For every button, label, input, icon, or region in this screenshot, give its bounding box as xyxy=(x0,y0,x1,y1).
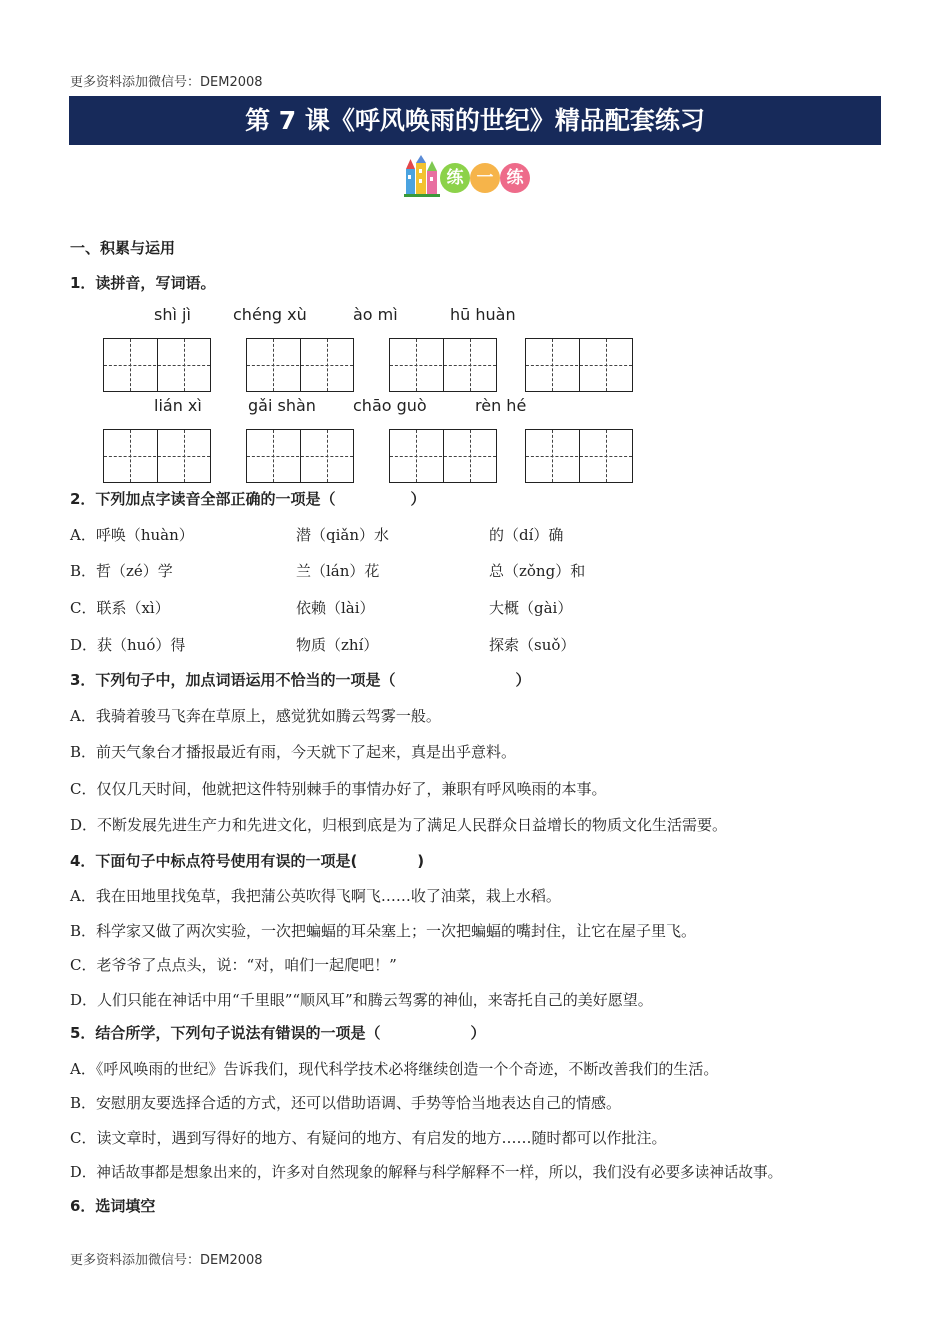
q3-option-a: A．我骑着骏马飞奔在草原上，感觉犹如腾云驾雾一般。 xyxy=(70,707,441,725)
q5-option-a: A．《呼风唤雨的世纪》告诉我们，现代科学技术必将继续创造一个个奇迹，不断改善我们的生活。 xyxy=(70,1060,719,1078)
writing-box[interactable] xyxy=(525,338,633,392)
pinyin-1: shì jì xyxy=(154,305,191,324)
q3-option-b: B．前天气象台才播报最近有雨，今天就下了起来，真是出乎意料。 xyxy=(70,743,517,761)
pinyin-7: chāo guò xyxy=(353,396,427,415)
header-note: 更多资料添加微信号：DEM2008 xyxy=(70,75,263,90)
q2-option: 总（zǒng）和 xyxy=(489,562,586,580)
q5-option-d: D．神话故事都是想象出来的，许多对自然现象的解释与科学解释不一样，所以，我们没有必要多读神话故事。 xyxy=(70,1164,783,1181)
q2-option: 物质（zhí） xyxy=(296,636,379,654)
pinyin-4: hū huàn xyxy=(450,305,516,324)
question-2-label: 2．下列加点字读音全部正确的一项是（ ） xyxy=(70,490,426,508)
pinyin-6: gǎi shàn xyxy=(248,396,316,415)
q4-option-b: B．科学家又做了两次实验，一次把蝙蝠的耳朵塞上；一次把蝙蝠的嘴封住，让它在屋子里飞。 xyxy=(70,922,697,940)
q2-option: 兰（lán）花 xyxy=(296,562,380,580)
writing-box[interactable] xyxy=(103,429,211,483)
q2-option: 探索（suǒ） xyxy=(489,636,576,654)
q3-option-c: C．仅仅几天时间，他就把这件特别棘手的事情办好了，兼职有呼风唤雨的本事。 xyxy=(70,780,607,798)
school-building-icon xyxy=(404,155,444,197)
q4-option-d: D．人们只能在神话中用“千里眼”“顺风耳”和腾云驾雾的神仙，来寄托自己的美好愿望。 xyxy=(70,991,653,1009)
footer-note: 更多资料添加微信号：DEM2008 xyxy=(70,1253,263,1268)
question-1-label: 1．读拼音，写词语。 xyxy=(70,274,216,292)
question-6-label: 6．选词填空 xyxy=(70,1197,156,1215)
q3-option-d: D．不断发展先进生产力和先进文化，归根到底是为了满足人民群众日益增长的物质文化生活需要。 xyxy=(70,816,728,834)
q2-option: 依赖（lài） xyxy=(296,599,375,617)
question-4-label: 4．下面句子中标点符号使用有误的一项是( ) xyxy=(70,852,425,870)
writing-box[interactable] xyxy=(525,429,633,483)
pinyin-5: lián xì xyxy=(154,396,202,415)
q2-option: 潜（qiǎn）水 xyxy=(296,526,390,544)
question-5-label: 5．结合所学，下列句子说法有错误的一项是（ ） xyxy=(70,1024,486,1042)
q2-option: A．呼唤（huàn） xyxy=(70,526,194,544)
q2-option: C．联系（xì） xyxy=(70,599,170,617)
q2-option: 的（dí）确 xyxy=(489,526,564,544)
q4-option-c: C．老爷爷了点点头，说：“对，咱们一起爬吧！” xyxy=(70,956,397,974)
q5-option-b: B．安慰朋友要选择合适的方式，还可以借助语调、手势等恰当地表达自己的情感。 xyxy=(70,1094,622,1112)
pinyin-8: rèn hé xyxy=(475,396,527,415)
writing-box[interactable] xyxy=(389,429,497,483)
q2-option: D．获（huó）得 xyxy=(70,636,186,654)
badge-char-1: 练 xyxy=(440,163,470,193)
pinyin-2: chéng xù xyxy=(233,305,307,324)
question-3-label: 3．下列句子中，加点词语运用不恰当的一项是（ ） xyxy=(70,671,531,689)
q5-option-c: C．读文章时，遇到写得好的地方、有疑问的地方、有启发的地方……随时都可以作批注。 xyxy=(70,1129,667,1147)
badge-char-3: 练 xyxy=(500,163,530,193)
q2-option: 大概（gài） xyxy=(489,599,573,617)
page-title: 第 7 课《呼风唤雨的世纪》精品配套练习 xyxy=(69,96,881,145)
pinyin-3: ào mì xyxy=(353,305,398,324)
practice-badge xyxy=(404,155,534,197)
writing-box[interactable] xyxy=(246,338,354,392)
section-heading: 一、积累与运用 xyxy=(70,239,176,257)
writing-box[interactable] xyxy=(103,338,211,392)
writing-box[interactable] xyxy=(246,429,354,483)
q4-option-a: A．我在田地里找兔草，我把蒲公英吹得飞啊飞……收了油菜，栽上水稻。 xyxy=(70,887,561,905)
q2-option: B．哲（zé）学 xyxy=(70,562,173,580)
writing-box[interactable] xyxy=(389,338,497,392)
badge-char-2: 一 xyxy=(470,163,500,193)
